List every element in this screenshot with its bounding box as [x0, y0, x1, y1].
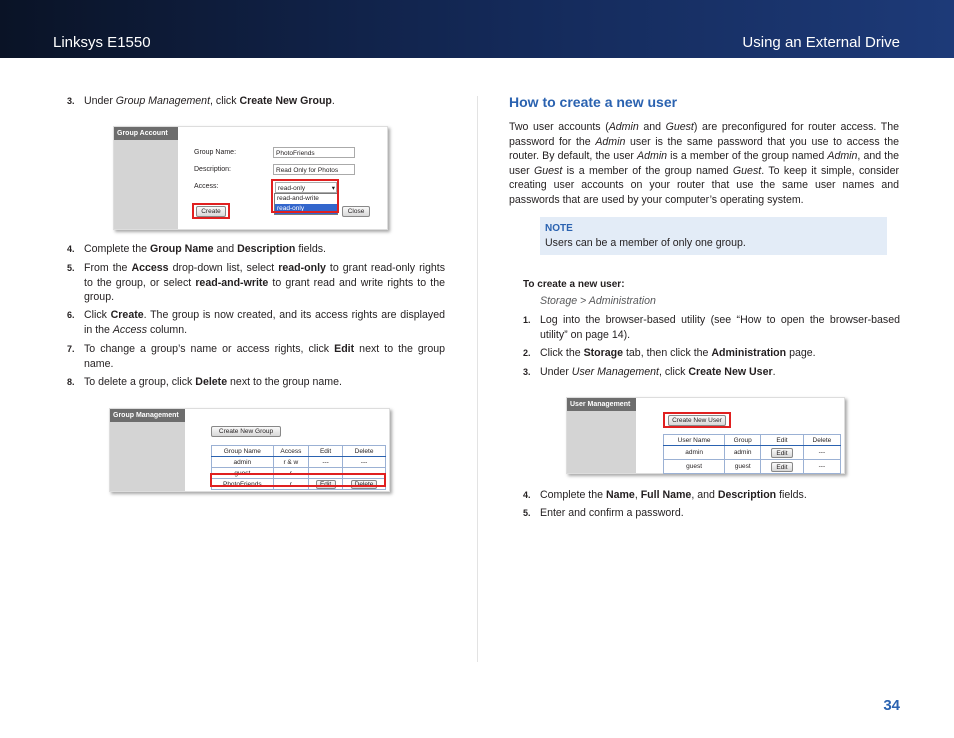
table-row: guest r --- ---	[212, 468, 386, 479]
user-management-screenshot	[566, 397, 845, 474]
product-name: Linksys E1550	[53, 34, 151, 51]
section-heading: How to create a new user	[509, 94, 678, 110]
close-button[interactable]: Close	[342, 206, 370, 217]
table-row: PhotoFriends r Edit Delete	[212, 479, 386, 490]
note-title: NOTE	[545, 223, 573, 234]
group-table: Group Name Access Edit Delete admin r & w --- --- guest r --- --- PhotoFriends r Edit Delete	[211, 445, 386, 490]
user-table: User Name Group Edit Delete admin admin Edit --- guest guest Edit ---	[663, 434, 841, 474]
screenshot-sidebar: User Management	[567, 398, 636, 473]
option-read-and-write[interactable]: read-and-write	[277, 195, 319, 202]
screenshot-sidebar: Group Management	[110, 409, 185, 491]
intro-paragraph: Two user accounts (Admin and Guest) are preconfigured for router access. The password for the Admin user is the same password that you use to access the router. By default, the user Admin is a member of the group named Admin, and the user Guest is a member of the group named Guest. To keep it simple, consider creating user accounts on your router that use the same user names and passwords that are used by your computer’s operating system.	[509, 121, 899, 206]
edit-button[interactable]: Edit	[316, 480, 336, 489]
description-label: Description:	[194, 166, 231, 173]
access-select[interactable]: read-only ▾	[275, 182, 337, 193]
group-name-label: Group Name:	[194, 149, 237, 156]
note-box	[540, 217, 887, 255]
highlight-box	[192, 203, 230, 219]
right-step-1: 1. Log into the browser-based utility (see “How to open the browser-based utility” on page 14).	[523, 314, 900, 341]
create-button[interactable]: Create	[196, 206, 226, 217]
group-name-input[interactable]: PhotoFriends	[273, 147, 355, 158]
left-step-5: 5. From the Access drop-down list, select read-only to grant read-only rights to the group, or select read-and-write to grant read and write rights to the group.	[67, 262, 445, 303]
section-title: Using an External Drive	[742, 34, 900, 51]
highlight-box	[271, 179, 339, 213]
edit-button[interactable]: Edit	[771, 448, 793, 458]
table-row: admin admin Edit ---	[664, 446, 841, 460]
note-body: Users can be a member of only one group.	[545, 237, 746, 249]
column-divider	[477, 96, 478, 662]
left-step-6: 6. Click Create. The group is now created, and its access rights are displayed in the Access column.	[67, 309, 445, 336]
access-label: Access:	[194, 183, 219, 190]
chevron-down-icon: ▾	[331, 185, 335, 192]
procedure-heading: To create a new user:	[523, 279, 625, 290]
description-input[interactable]: Read Only for Photos	[273, 164, 355, 175]
page-header	[0, 0, 954, 58]
left-step-7: 7. To change a group’s name or access rights, click Edit next to the group name.	[67, 343, 445, 370]
screenshot-sidebar: Group Account	[114, 127, 178, 229]
table-row: admin r & w --- ---	[212, 457, 386, 468]
option-read-only[interactable]: read-only	[275, 204, 337, 214]
highlight-box	[663, 412, 731, 428]
edit-button[interactable]: Edit	[771, 462, 793, 472]
nav-path: Storage > Administration	[540, 295, 656, 307]
create-new-user-button[interactable]: Create New User	[668, 415, 726, 426]
create-new-group-button[interactable]: Create New Group	[211, 426, 281, 437]
group-management-screenshot	[109, 408, 390, 492]
delete-button[interactable]: Delete	[351, 480, 377, 489]
page-number: 34	[883, 697, 900, 714]
table-row: guest guest Edit ---	[664, 460, 841, 474]
group-account-screenshot	[113, 126, 388, 230]
highlight-box	[210, 473, 386, 487]
